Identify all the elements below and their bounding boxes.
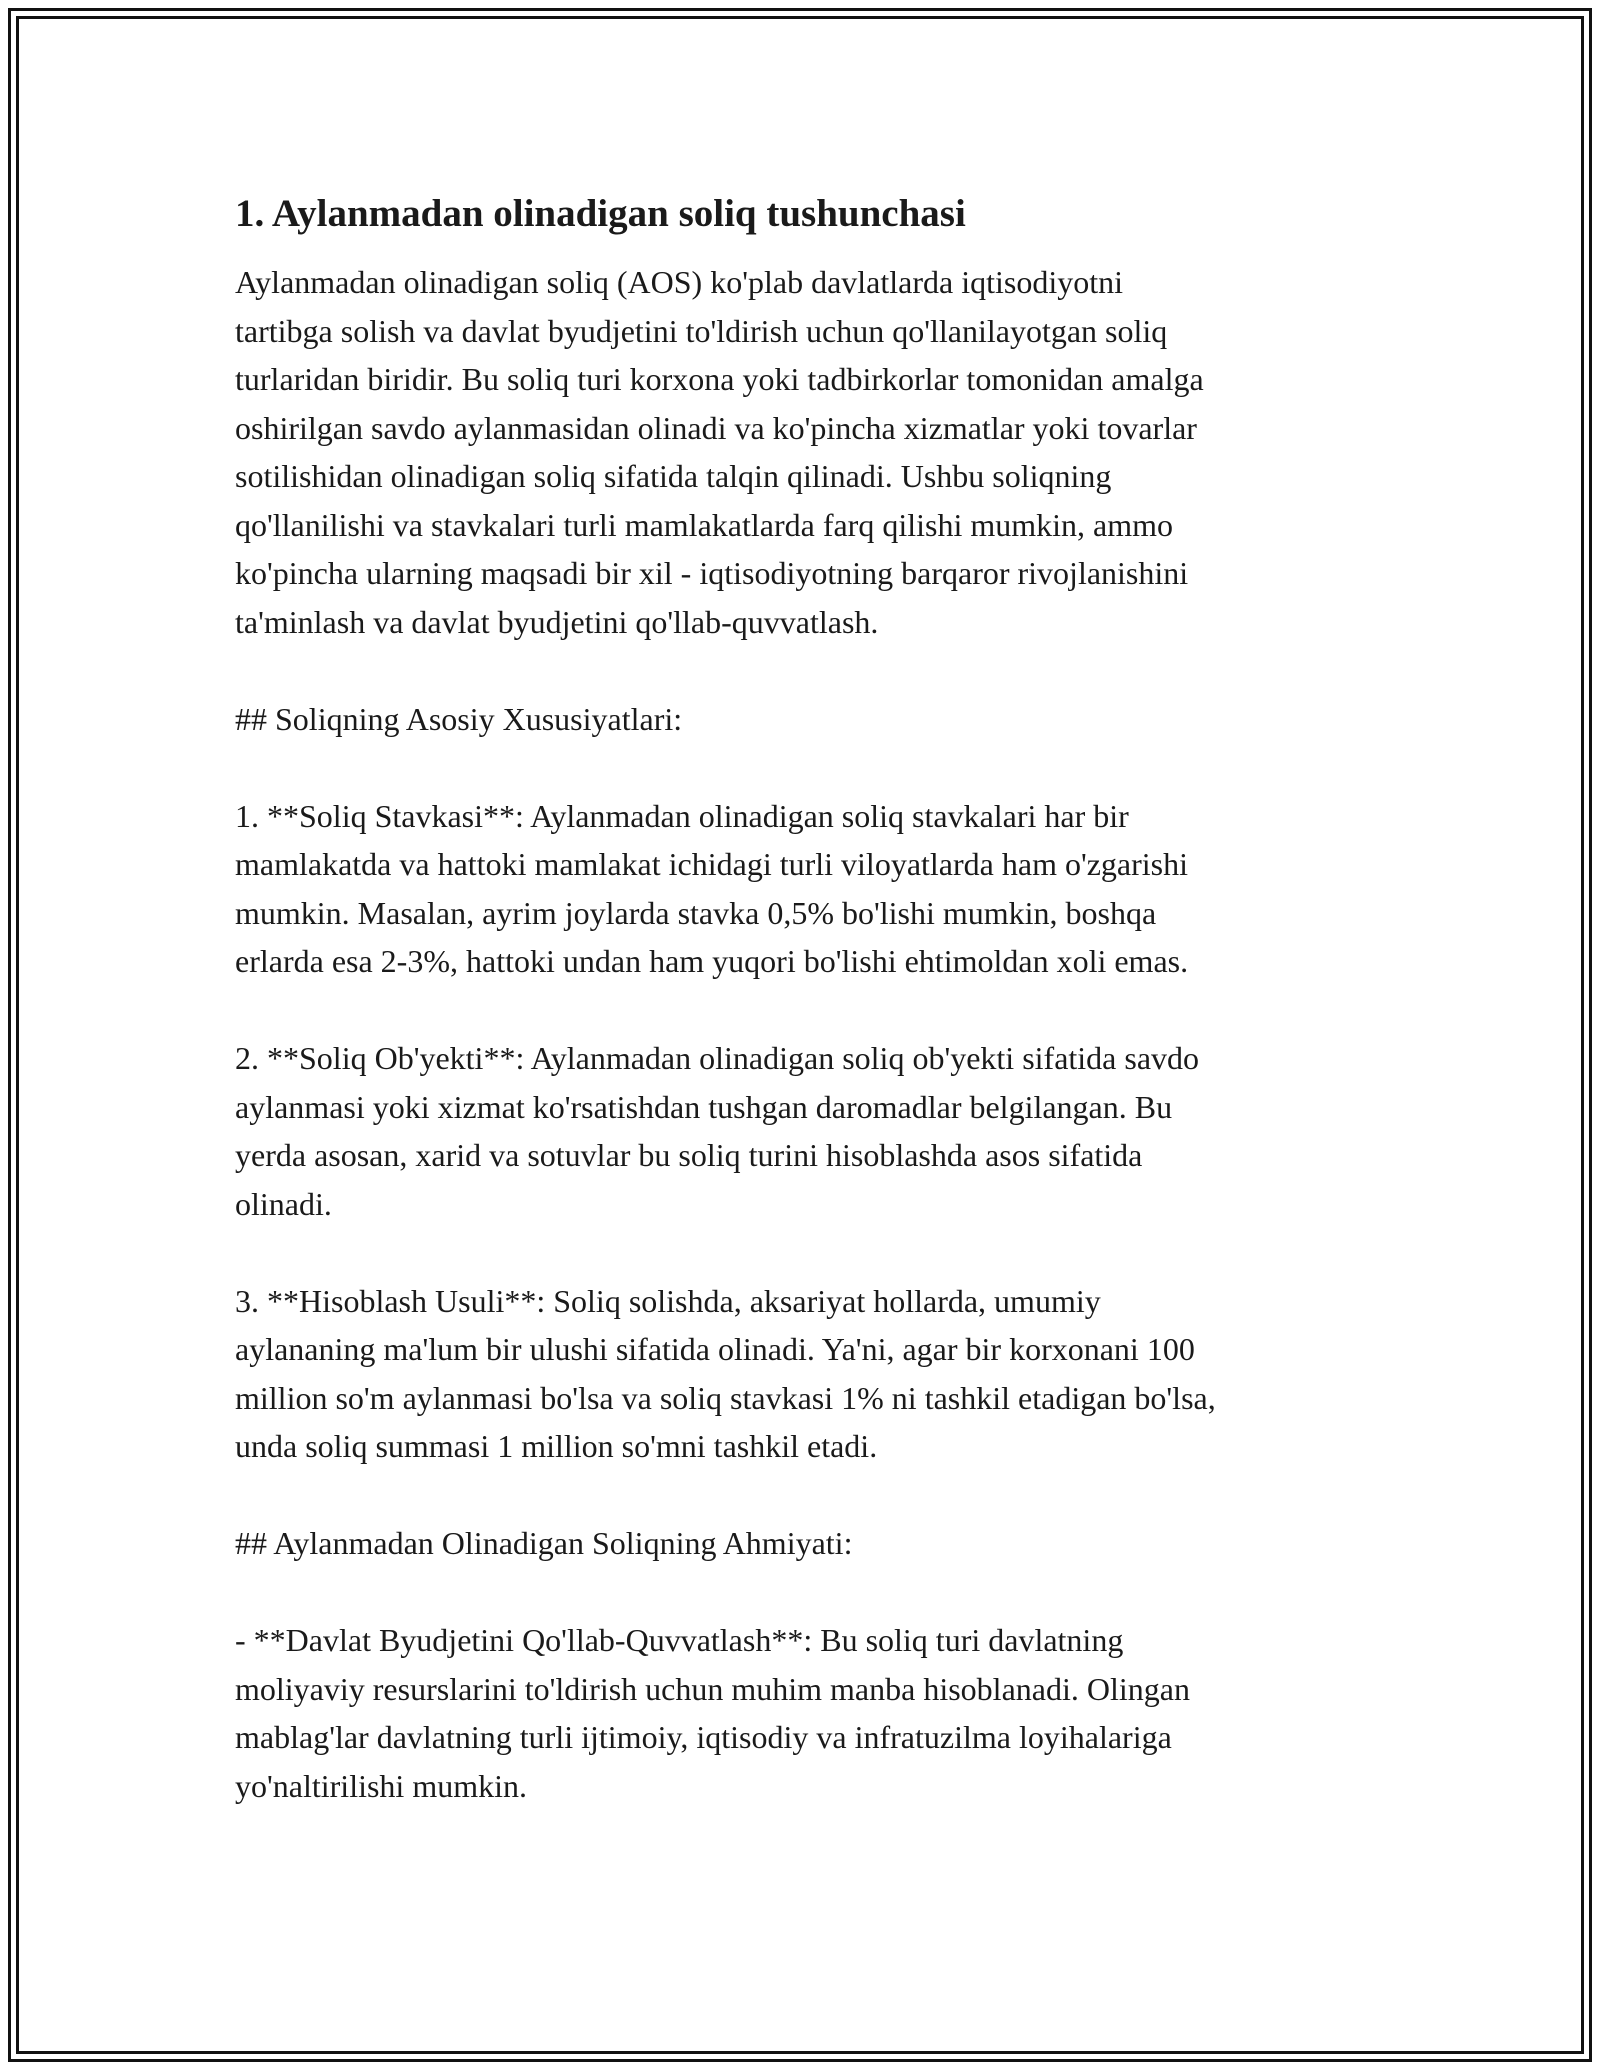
importance-heading: ## Aylanmadan Olinadigan Soliqning Ahmiyati:: [235, 1525, 853, 1561]
feature-item-calculation-method: 3. **Hisoblash Usuli**: Soliq solishda, aksariyat hollarda, umumiy aylananing ma'lum bir ulushi sifatida olinadi. Ya'ni, agar bir korxonani 100 million so'm aylanmasi bo'lsa va soliq stavkasi 1% ni tashkil etadigan bo'lsa, unda soliq summasi 1 million so'mni tashkil etadi.: [235, 1282, 1216, 1464]
document-title: 1. Aylanmadan olinadigan soliq tushunchasi: [235, 192, 966, 235]
spacer: [235, 986, 1385, 1035]
intro-paragraph: Aylanmadan olinadigan soliq (AOS) ko'plab davlatlarda iqtisodiyotni tartibga solish va davlat byudjetini to'ldirish uchun qo'llanilayotgan soliq turlaridan biridir. Bu soliq turi korxona yoki tadbirkorlar tomonidan amalga oshirilgan savdo aylanmasidan olinadi va ko'pincha xizmatlar yoki tovarlar sotilishidan olinadigan soliq sifatida talqin qilinadi. Ushbu soliqning qo'llanilishi va stavkalari turli mamlakatlarda farq qilishi mumkin, ammo ko'pincha ularning maqsadi bir xil - iqtisodiyotning barqaror rivojlanishini ta'minlash va davlat byudjetini qo'llab-quvvatlash.: [235, 264, 1204, 640]
spacer: [235, 1568, 1385, 1617]
spacer: [235, 1471, 1385, 1520]
feature-item-tax-object: 2. **Soliq Ob'yekti**: Aylanmadan olinadigan soliq ob'yekti sifatida savdo aylanmasi yoki xizmat ko'rsatishdan tushgan daromadlar belgilangan. Bu yerda asosan, xarid va sotuvlar bu soliq turini hisoblashda asos sifatida olinadi.: [235, 1040, 1200, 1222]
spacer: [235, 1228, 1385, 1277]
spacer: [235, 646, 1385, 695]
document-body: [235, 188, 1385, 1810]
spacer: [235, 743, 1385, 792]
importance-bullet-budget: - **Davlat Byudjetini Qo'llab-Quvvatlash**: Bu soliq turi davlatning moliyaviy resurslarini to'ldirish uchun muhim manba hisoblanadi. Olingan mablag'lar davlatning turli ijtimoiy, iqtisodiy va infratuzilma loyihalariga yo'naltirilishi mumkin.: [235, 1622, 1190, 1804]
features-heading: ## Soliqning Asosiy Xususiyatlari:: [235, 700, 683, 737]
feature-item-tax-rate: 1. **Soliq Stavkasi**: Aylanmadan olinadigan soliq stavkalari har bir mamlakatda va hattoki mamlakat ichidagi turli viloyatlarda ham o'zgarishi mumkin. Masalan, ayrim joylarda stavka 0,5% bo'lishi mumkin, boshqa erlarda esa 2-3%, hattoki undan ham yuqori bo'lishi ehtimoldan xoli emas.: [235, 797, 1189, 979]
